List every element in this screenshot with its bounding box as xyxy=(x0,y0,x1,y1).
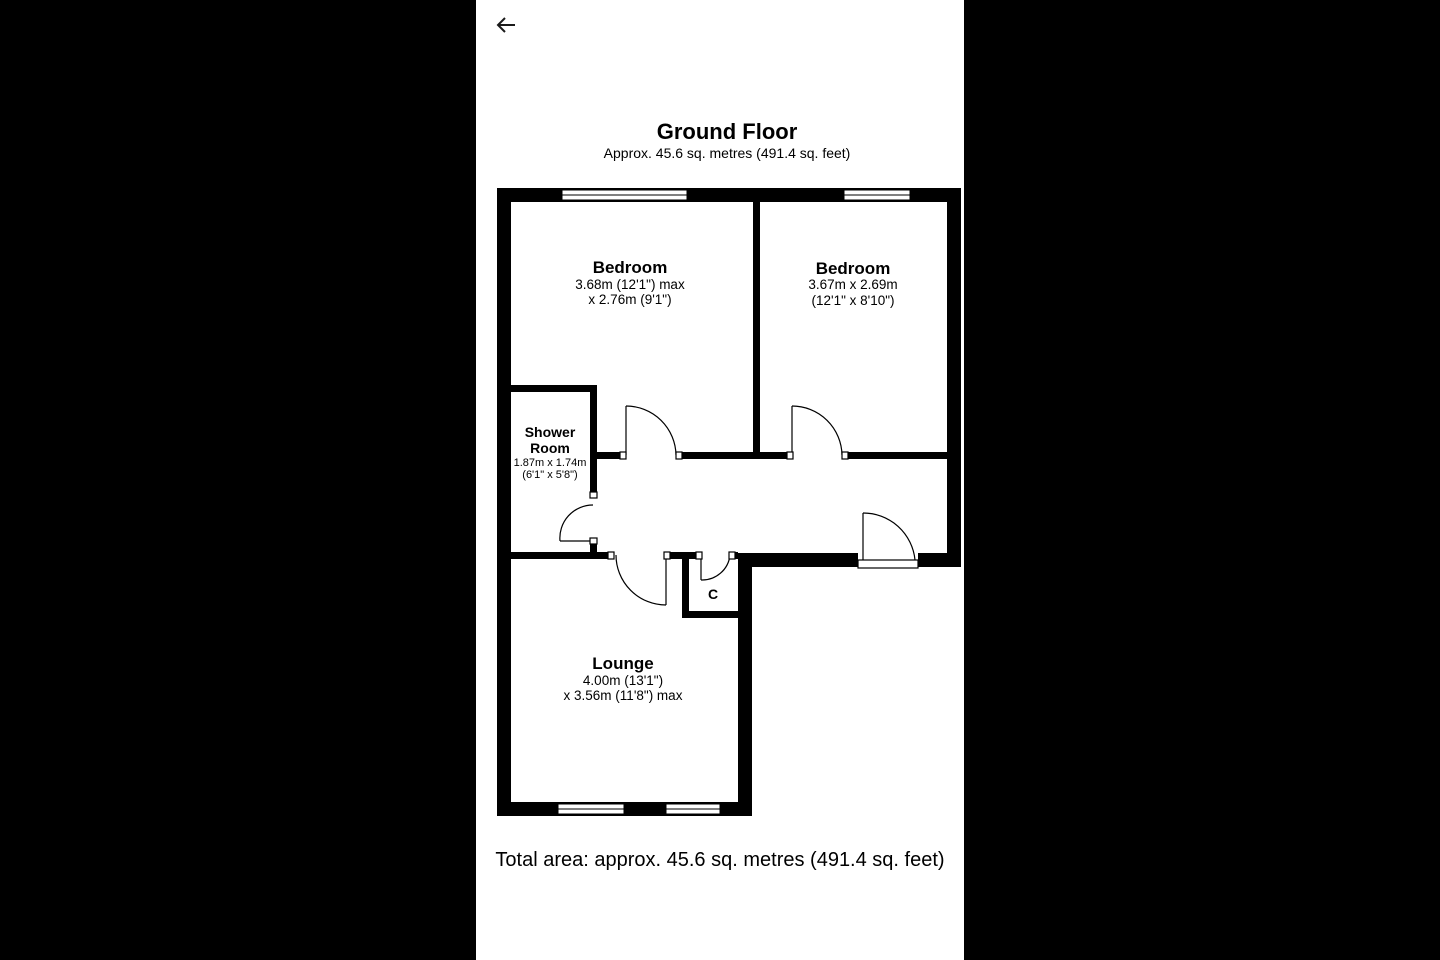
room-dimensions: 3.68m (12'1") max xyxy=(575,277,685,292)
room-bedroom-2 xyxy=(808,259,897,308)
room-dimensions: x 2.76m (9'1") xyxy=(588,292,672,307)
room-name: Shower xyxy=(524,424,576,440)
room-dimensions: (6'1" x 5'8") xyxy=(522,469,578,481)
room-name: Bedroom xyxy=(815,259,891,278)
total-area: Total area: approx. 45.6 sq. metres (491.4 sq. feet) xyxy=(495,849,945,871)
room-dimensions: x 3.56m (11'8") max xyxy=(563,688,683,703)
arrow-left-icon xyxy=(490,10,520,40)
floor-plan-drawing xyxy=(476,0,964,960)
room-shower xyxy=(514,424,587,481)
room-name: Room xyxy=(530,440,570,456)
room-lounge xyxy=(564,654,683,703)
room-dimensions: 3.67m x 2.69m xyxy=(808,277,898,292)
room-dimensions: 4.00m (13'1") xyxy=(582,673,664,688)
room-bedroom-1 xyxy=(575,258,685,307)
floor-subtitle: Approx. 45.6 sq. metres (491.4 sq. feet) xyxy=(603,145,851,161)
room-dimensions: (12'1" x 8'10") xyxy=(811,293,895,308)
cupboard-label: C xyxy=(707,586,719,602)
room-name: Lounge xyxy=(592,654,654,673)
floor-title: Ground Floor xyxy=(656,119,798,144)
room-dimensions: 1.87m x 1.74m xyxy=(513,457,587,469)
floorplan-viewer xyxy=(476,0,964,960)
room-name: Bedroom xyxy=(592,258,668,277)
back-button[interactable] xyxy=(490,10,520,40)
